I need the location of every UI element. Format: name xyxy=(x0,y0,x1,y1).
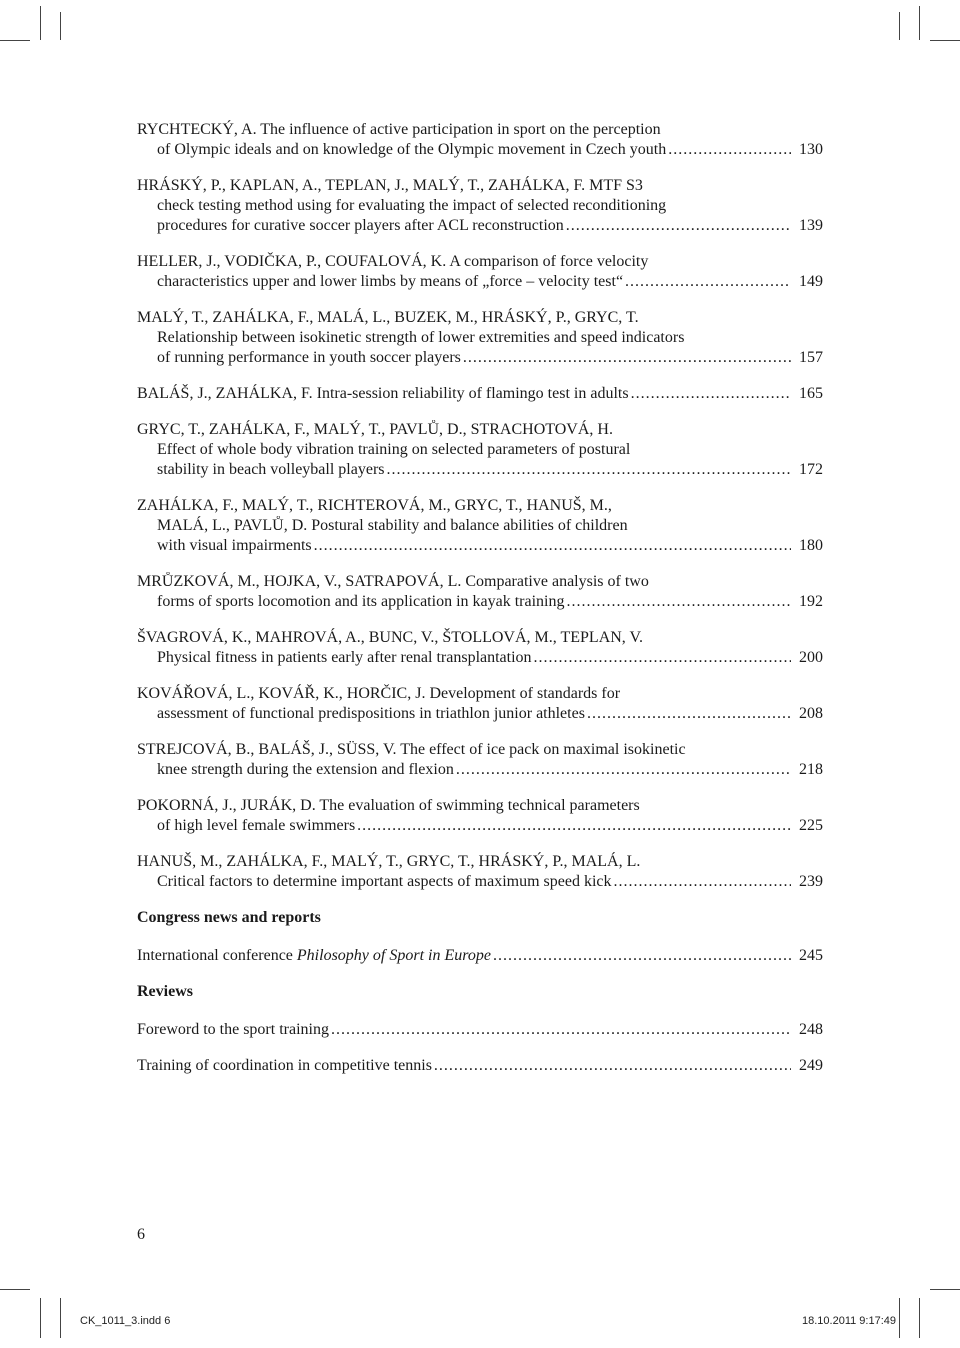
toc-page-number: 248 xyxy=(799,1021,823,1038)
toc-entry-authors: ZAHÁLKA, F., MALÝ, T., RICHTEROVÁ, M., GRYC, T., HANUŠ, M., xyxy=(137,497,612,514)
dot-leader xyxy=(614,872,791,892)
dot-leader xyxy=(668,140,791,160)
dot-leader xyxy=(314,536,791,556)
toc-page-number: 225 xyxy=(799,817,823,834)
crop-mark xyxy=(899,1298,900,1338)
dot-leader xyxy=(631,384,791,404)
toc-page-number: 149 xyxy=(799,273,823,290)
toc-entry-text: Effect of whole body vibration training on selected parameters of postural xyxy=(157,441,631,458)
toc-entry-authors: HELLER, J., VODIČKA, P., COUFALOVÁ, K. A comparison of force velocity xyxy=(137,253,649,270)
dot-leader xyxy=(463,348,791,368)
review-entries xyxy=(137,1020,823,1076)
toc-leader-line xyxy=(137,816,823,836)
toc-entry-title: of Olympic ideals and on knowledge of the Olympic movement in Czech youth xyxy=(157,141,667,158)
toc-leader-line xyxy=(137,760,823,780)
crop-mark xyxy=(930,40,960,41)
toc-page-number: 130 xyxy=(799,141,823,158)
toc-page-number: 192 xyxy=(799,593,823,610)
toc-entry xyxy=(137,176,823,236)
toc-entry-title: forms of sports locomotion and its application in kayak training xyxy=(157,593,565,610)
crop-mark xyxy=(919,6,920,40)
dot-leader xyxy=(566,216,791,236)
toc-entry-text: Relationship between isokinetic strength of lower extremities and speed indicators xyxy=(157,329,685,346)
toc-entry-authors: POKORNÁ, J., JURÁK, D. The evaluation of swimming technical parameters xyxy=(137,797,640,814)
dot-leader xyxy=(387,460,792,480)
toc-entry-authors: STREJCOVÁ, B., BALÁŠ, J., SÜSS, V. The effect of ice pack on maximal isokinetic xyxy=(137,741,686,758)
toc-page-number: 165 xyxy=(799,385,823,402)
toc-page-number: 249 xyxy=(799,1057,823,1074)
toc-leader-line xyxy=(137,592,823,612)
crop-mark xyxy=(40,6,41,40)
toc-page-number: 200 xyxy=(799,649,823,666)
toc-entry-title: procedures for curative soccer players after ACL reconstruction xyxy=(157,217,564,234)
dot-leader xyxy=(493,946,791,966)
crop-mark xyxy=(0,40,30,41)
toc-page-number: 139 xyxy=(799,217,823,234)
toc-page-number: 180 xyxy=(799,537,823,554)
toc-leader-line xyxy=(137,536,823,556)
crop-mark xyxy=(60,1298,61,1338)
toc-leader-line xyxy=(137,704,823,724)
dot-leader xyxy=(625,272,791,292)
toc-leader-line xyxy=(137,348,823,368)
toc-entry-title: stability in beach volleyball players xyxy=(157,461,385,478)
toc-entry-authors: HRÁSKÝ, P., KAPLAN, A., TEPLAN, J., MALÝ, T., ZAHÁLKA, F. MTF S3 xyxy=(137,177,643,194)
toc-entry-title: Training of coordination in competitive tennis xyxy=(137,1057,432,1074)
toc-entry-authors: MALÝ, T., ZAHÁLKA, F., MALÁ, L., BUZEK, M., HRÁSKÝ, P., GRYC, T. xyxy=(137,309,639,326)
toc-entry xyxy=(137,852,823,892)
toc-entry-congress xyxy=(137,946,823,966)
toc-entry-title: Critical factors to determine important aspects of maximum speed kick xyxy=(157,873,612,890)
toc-entry-authors: RYCHTECKÝ, A. The influence of active participation in sport on the perception xyxy=(137,121,661,138)
toc-page-number: 157 xyxy=(799,349,823,366)
toc-entry-authors: MRŮZKOVÁ, M., HOJKA, V., SATRAPOVÁ, L. Comparative analysis of two xyxy=(137,573,649,590)
section-heading-reviews: Reviews xyxy=(137,983,193,1000)
toc-entry xyxy=(137,628,823,668)
toc-entry-title: BALÁŠ, J., ZAHÁLKA, F. Intra-session reliability of flamingo test in adults xyxy=(137,385,629,402)
section-heading-congress: Congress news and reports xyxy=(137,909,321,926)
toc-entry-title: International conference Philosophy of Sport in Europe xyxy=(137,947,491,964)
toc-leader-line xyxy=(137,140,823,160)
slug-datetime: 18.10.2011 9:17:49 xyxy=(802,1315,896,1327)
toc-page-number: 245 xyxy=(799,947,823,964)
toc-entry xyxy=(137,572,823,612)
dot-leader xyxy=(534,648,791,668)
slug-file: CK_1011_3.indd 6 xyxy=(80,1315,171,1327)
toc-entry-title: of high level female swimmers xyxy=(157,817,356,834)
page-number: 6 xyxy=(137,1226,145,1243)
toc-entries xyxy=(137,120,823,892)
table-of-contents xyxy=(137,120,823,1092)
toc-entry-title: characteristics upper and lower limbs by means of „force – velocity test“ xyxy=(157,273,624,290)
toc-leader-line xyxy=(137,384,823,404)
toc-entry xyxy=(137,740,823,780)
dot-leader xyxy=(331,1020,791,1040)
toc-entry xyxy=(137,308,823,368)
toc-entry-title: of running performance in youth soccer players xyxy=(157,349,461,366)
toc-entry-text: check testing method using for evaluating the impact of selected reconditioning xyxy=(157,197,667,214)
dot-leader xyxy=(587,704,791,724)
toc-entry-authors: GRYC, T., ZAHÁLKA, F., MALÝ, T., PAVLŮ, D., STRACHOTOVÁ, H. xyxy=(137,421,613,438)
crop-mark xyxy=(60,12,61,40)
toc-entry-authors: ŠVAGROVÁ, K., MAHROVÁ, A., BUNC, V., ŠTOLLOVÁ, M., TEPLAN, V. xyxy=(137,629,644,646)
dot-leader xyxy=(357,816,791,836)
toc-leader-line xyxy=(137,216,823,236)
toc-page-number: 172 xyxy=(799,461,823,478)
toc-entry-title: Physical fitness in patients early after renal transplantation xyxy=(157,649,532,666)
toc-entry xyxy=(137,420,823,480)
toc-entry xyxy=(137,120,823,160)
toc-entry xyxy=(137,684,823,724)
toc-leader-line xyxy=(137,1020,823,1040)
crop-mark xyxy=(930,1289,960,1290)
crop-mark xyxy=(899,12,900,40)
toc-entry-title: with visual impairments xyxy=(157,537,312,554)
toc-leader-line xyxy=(137,1056,823,1076)
toc-leader-line xyxy=(137,460,823,480)
toc-entry-authors: KOVÁŘOVÁ, L., KOVÁŘ, K., HORČIC, J. Development of standards for xyxy=(137,685,621,702)
crop-mark xyxy=(0,1289,30,1290)
dot-leader xyxy=(434,1056,791,1076)
toc-leader-line xyxy=(137,946,823,966)
toc-entry xyxy=(137,796,823,836)
toc-entry-title: Foreword to the sport training xyxy=(137,1021,329,1038)
toc-entry-review xyxy=(137,1056,823,1076)
toc-entry xyxy=(137,384,823,404)
dot-leader xyxy=(456,760,791,780)
toc-entry-authors: HANUŠ, M., ZAHÁLKA, F., MALÝ, T., GRYC, T., HRÁSKÝ, P., MALÁ, L. xyxy=(137,853,641,870)
toc-entry-text: MALÁ, L., PAVLŮ, D. Postural stability and balance abilities of children xyxy=(157,517,628,534)
crop-mark xyxy=(40,1298,41,1338)
toc-leader-line xyxy=(137,648,823,668)
crop-mark xyxy=(919,1298,920,1338)
dot-leader xyxy=(566,592,791,612)
toc-page-number: 218 xyxy=(799,761,823,778)
toc-leader-line xyxy=(137,272,823,292)
toc-entry-review xyxy=(137,1020,823,1040)
toc-entry xyxy=(137,496,823,556)
toc-entry-title: knee strength during the extension and flexion xyxy=(157,761,454,778)
toc-page-number: 208 xyxy=(799,705,823,722)
toc-entry xyxy=(137,252,823,292)
toc-page-number: 239 xyxy=(799,873,823,890)
toc-leader-line xyxy=(137,872,823,892)
toc-entry-title: assessment of functional predispositions in triathlon junior athletes xyxy=(157,705,585,722)
